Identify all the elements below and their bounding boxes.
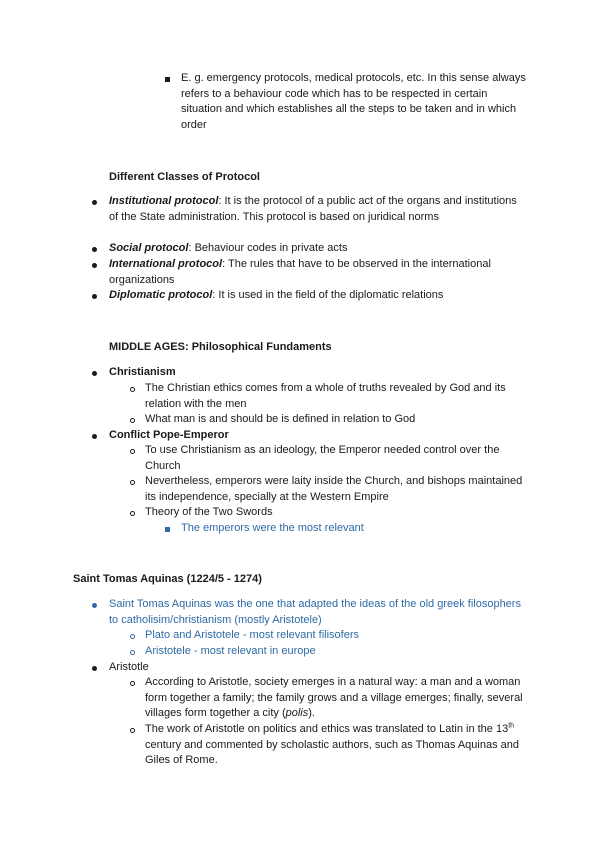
class-item-social <box>109 241 529 257</box>
bullet-icon <box>92 666 97 671</box>
conflict-title: Conflict Pope-Emperor <box>109 429 229 441</box>
circle-bullet-icon <box>130 387 135 392</box>
text-part: ). <box>308 707 315 719</box>
bullet-icon <box>92 247 97 252</box>
circle-bullet-icon <box>130 681 135 686</box>
aquinas-heading: Saint Tomas Aquinas (1224/5 - 1274) <box>73 573 262 585</box>
conflict-sub-3: Theory of the Two Swords <box>145 506 273 518</box>
class-desc: : The rules that have to be observed in the international organizations <box>109 258 491 286</box>
class-term: International protocol <box>109 258 223 270</box>
aquinas-item-2: Aristotle <box>109 661 149 673</box>
text-part: century and commented by scholastic authors, such as Thomas Aquinas and Giles of Rome. <box>145 738 520 766</box>
class-term: Social protocol <box>109 242 189 254</box>
circle-bullet-icon <box>130 449 135 454</box>
class-desc: : It is the protocol of a public act of the organs and institutions of the State administration. This protocol is based on juridical norms <box>109 195 517 223</box>
class-term: Diplomatic protocol <box>109 289 213 301</box>
circle-bullet-icon <box>130 650 135 655</box>
square-bullet-icon <box>165 527 170 532</box>
middle-ages-heading: MIDDLE AGES: Philosophical Fundaments <box>109 341 332 353</box>
aquinas-item-2-sub-2 <box>145 722 530 769</box>
classes-heading: Different Classes of Protocol <box>109 171 260 183</box>
class-desc: : It is used in the field of the diplomatic relations <box>212 289 444 301</box>
conflict-sub-1: To use Christianism as an ideology, the Emperor needed control over the Church <box>145 444 500 472</box>
circle-bullet-icon <box>130 480 135 485</box>
bullet-icon <box>92 263 97 268</box>
circle-bullet-icon <box>130 511 135 516</box>
circle-bullet-icon <box>130 634 135 639</box>
class-item-diplomatic <box>109 288 529 304</box>
aquinas-item-1-sub-2: Aristotele - most relevant in europe <box>145 645 316 657</box>
circle-bullet-icon <box>130 728 135 733</box>
conflict-subsub: The emperors were the most relevant <box>181 522 364 534</box>
square-bullet-icon <box>165 77 170 82</box>
superscript: th <box>508 722 515 730</box>
christianism-sub-2: What man is and should be is defined in relation to God <box>145 413 416 425</box>
intro-item: E. g. emergency protocols, medical protocols, etc. In this sense always refers to a behaviour code which has to be respected in certain situation and which establishes all the steps to be taken and in which order <box>181 72 526 131</box>
bullet-icon <box>92 371 97 376</box>
bullet-icon <box>92 434 97 439</box>
aquinas-item-1: Saint Tomas Aquinas was the one that adapted the ideas of the old greek filosophers to catholisim/christianism (mostly Aristotele) <box>109 598 521 626</box>
bullet-icon <box>92 603 97 608</box>
bullet-icon <box>92 294 97 299</box>
christianism-title: Christianism <box>109 366 176 378</box>
bullet-icon <box>92 200 97 205</box>
aquinas-item-1-sub-1: Plato and Aristotele - most relevant filisofers <box>145 629 359 641</box>
christianism-sub-1: The Christian ethics comes from a whole of truths revealed by God and its relation with the men <box>145 382 506 410</box>
text-italic: polis <box>285 707 309 719</box>
class-item-institutional <box>109 194 529 225</box>
text-part: According to Aristotle, society emerges in a natural way: a man and a woman form together a family; the family grows and a village emerges; finally, several villages form together a city ( <box>145 676 523 719</box>
text-part: The work of Aristotle on politics and ethics was translated to Latin in the 13 <box>145 723 509 735</box>
conflict-sub-2: Nevertheless, emperors were laity inside the Church, and bishops maintained its independence, specially at the Western Empire <box>145 475 523 503</box>
aquinas-item-2-sub-1 <box>145 675 530 722</box>
circle-bullet-icon <box>130 418 135 423</box>
class-term: Institutional protocol <box>109 195 219 207</box>
class-desc: : Behaviour codes in private acts <box>188 242 348 254</box>
class-item-international <box>109 257 529 288</box>
